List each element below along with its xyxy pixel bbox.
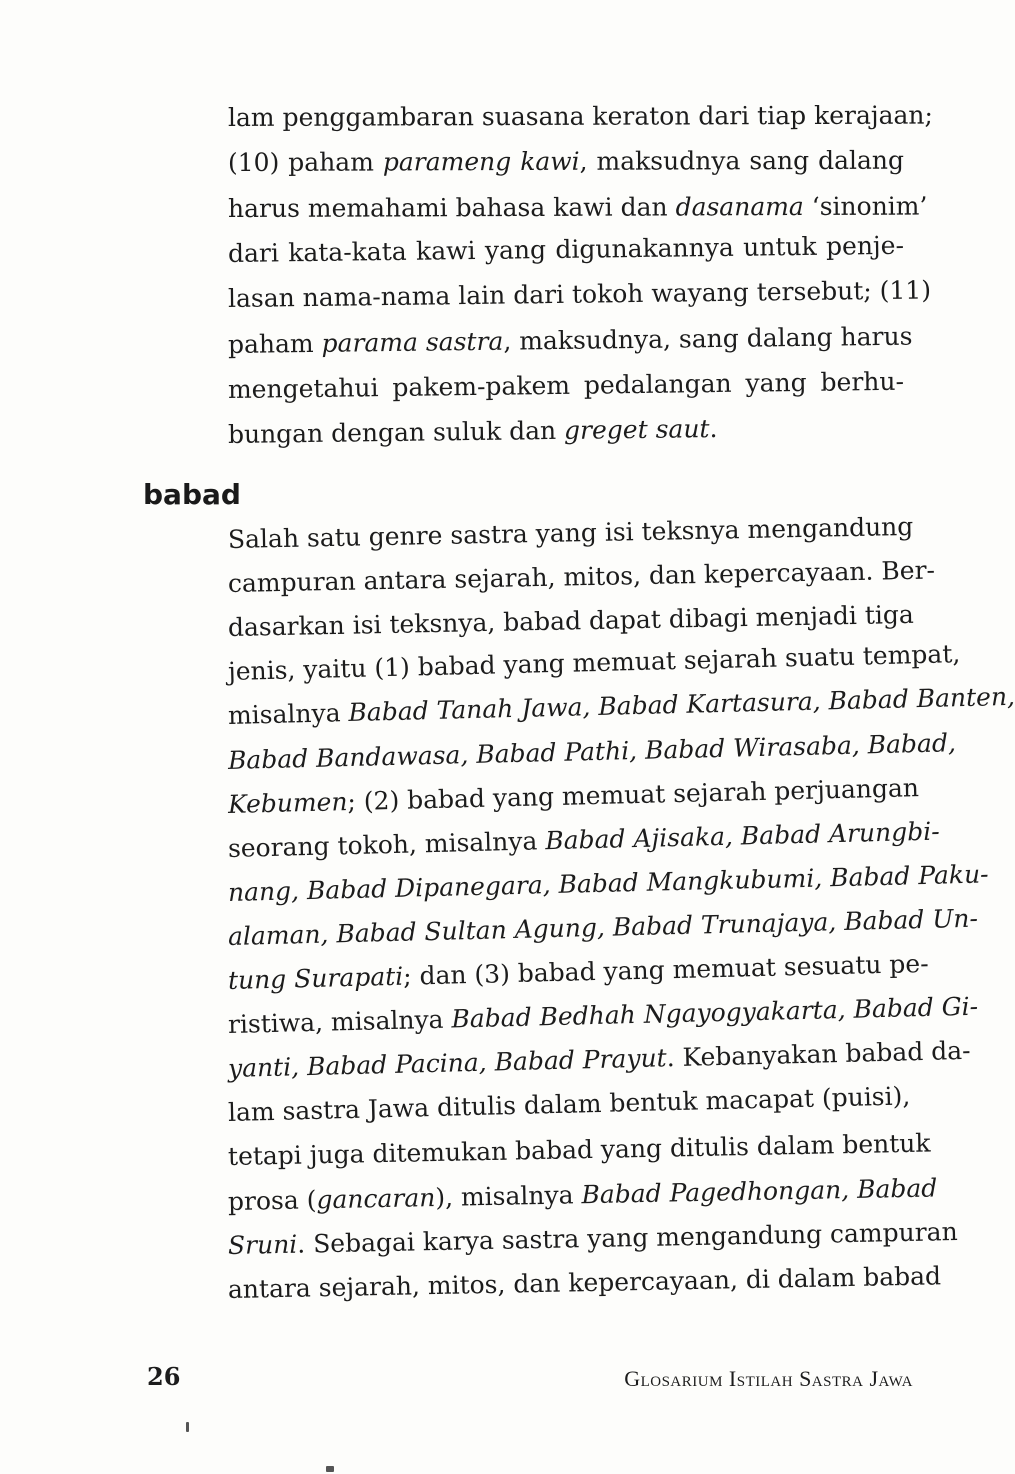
italic-term: Babad Ajisaka, Babad Arungbi- — [544, 816, 940, 855]
text-line — [227, 991, 979, 1044]
text-line — [227, 1171, 938, 1220]
text-run: bungan dengan suluk dan — [227, 415, 565, 450]
text-line — [227, 726, 957, 779]
text-line — [228, 364, 904, 408]
text-run: ‘sinonim’ — [803, 191, 928, 221]
text-run: ; dan (3) babad yang memuat sesuatu pe- — [402, 948, 929, 991]
italic-term: gancaran — [316, 1182, 436, 1214]
italic-term: parama sastra — [321, 326, 504, 358]
italic-term: Babad Tanah Jawa, Babad Kartasura, Babad Banten, — [348, 682, 1015, 728]
text-run: dasarkan isi teksnya, babad dapat dibagi menjadi tiga — [227, 600, 915, 643]
text-run: . — [709, 414, 718, 444]
text-line — [227, 553, 936, 602]
text-run: tetapi juga ditemukan babad yang ditulis dalam bentuk — [227, 1128, 931, 1172]
text-line — [227, 814, 940, 867]
italic-term: Babad Pagedhongan, Babad — [581, 1172, 938, 1209]
text-run: lasan nama-nama lain dari tokoh wayang tersebut; (11) — [227, 275, 932, 314]
text-run: antara sejarah, mitos, dan kepercayaan, di dalam babad — [227, 1261, 942, 1304]
text-line — [227, 273, 932, 317]
text-line — [227, 188, 928, 226]
text-run: seorang tokoh, misalnya — [227, 825, 546, 863]
page-number: 26 — [147, 1362, 181, 1391]
text-run: ), misalnya — [435, 1179, 582, 1212]
text-run: ristiwa, misalnya — [227, 1004, 452, 1040]
text-run: (10) paham — [227, 147, 383, 178]
text-run: ; (2) babad yang memuat sejarah perjuangan — [347, 772, 920, 816]
text-run: campuran antara sejarah, mitos, dan kepercayaan. Ber- — [227, 555, 936, 599]
italic-term: alaman, Babad Sultan Agung, Babad Trunajaya, Babad Un- — [227, 903, 979, 951]
italic-term: tung Surapati — [227, 961, 404, 995]
text-run: mengetahui pakem-pakem pedalangan yang berhu- — [227, 366, 905, 404]
italic-term: greget saut — [563, 414, 710, 445]
text-line — [228, 228, 904, 272]
text-line — [227, 946, 929, 999]
text-run: Salah satu genre sastra yang isi teksnya mengandung — [227, 511, 914, 554]
text-line — [227, 1079, 911, 1132]
italic-term: dasanama — [675, 191, 804, 222]
text-line — [227, 770, 920, 823]
italic-term: nang, Babad Dipanegara, Babad Mangkubumi, Babad Paku- — [227, 859, 989, 907]
text-run: . Sebagai karya sastra yang mengandung campuran — [296, 1216, 958, 1259]
text-line — [228, 143, 904, 181]
italic-term: Sruni — [227, 1229, 298, 1260]
scan-speck — [186, 1422, 189, 1432]
text-line — [228, 409, 904, 453]
scan-speck — [326, 1466, 334, 1472]
text-line — [227, 509, 914, 558]
text-line — [227, 682, 1015, 735]
italic-term: parameng kawi — [382, 147, 580, 177]
text-line — [227, 858, 989, 911]
text-run: harus memahami bahasa kawi dan — [227, 192, 676, 223]
text-run: , maksudnya sang dalang — [579, 145, 905, 177]
italic-term: Babad Bandawasa, Babad Pathi, Babad Wirasaba, Babad, — [227, 727, 957, 775]
text-line — [227, 597, 915, 646]
text-run: jenis, yaitu (1) babad yang memuat sejarah suatu tempat, — [227, 639, 961, 687]
italic-term: Kebumen — [227, 786, 348, 819]
text-run: paham — [227, 328, 322, 359]
running-title: Glosarium Istilah Sastra Jawa — [624, 1366, 913, 1391]
text-line — [227, 318, 913, 362]
text-run: lam sastra Jawa ditulis dalam bentuk macapat (puisi), — [227, 1081, 911, 1128]
text-line — [227, 1126, 931, 1175]
text-line — [227, 1035, 971, 1088]
italic-term: Babad Bedhah Ngayogyakarta, Babad Gi- — [451, 991, 979, 1034]
text-run: dari kata-kata kawi yang digunakannya untuk penje- — [227, 230, 905, 268]
text-run: lam penggambaran suasana keraton dari tiap kerajaan; — [227, 100, 933, 132]
text-line — [227, 98, 933, 136]
entry-term: babad — [143, 478, 241, 511]
text-line — [227, 1259, 942, 1308]
text-run: . Kebanyakan babad da- — [666, 1036, 971, 1073]
text-run: misalnya — [227, 698, 349, 731]
text-run: prosa ( — [227, 1184, 317, 1216]
text-line — [227, 902, 979, 955]
text-run: , maksudnya, sang dalang harus — [503, 321, 913, 356]
italic-term: yanti, Babad Pacina, Babad Prayut — [227, 1043, 668, 1084]
text-line — [227, 1215, 958, 1264]
text-line — [227, 638, 961, 691]
